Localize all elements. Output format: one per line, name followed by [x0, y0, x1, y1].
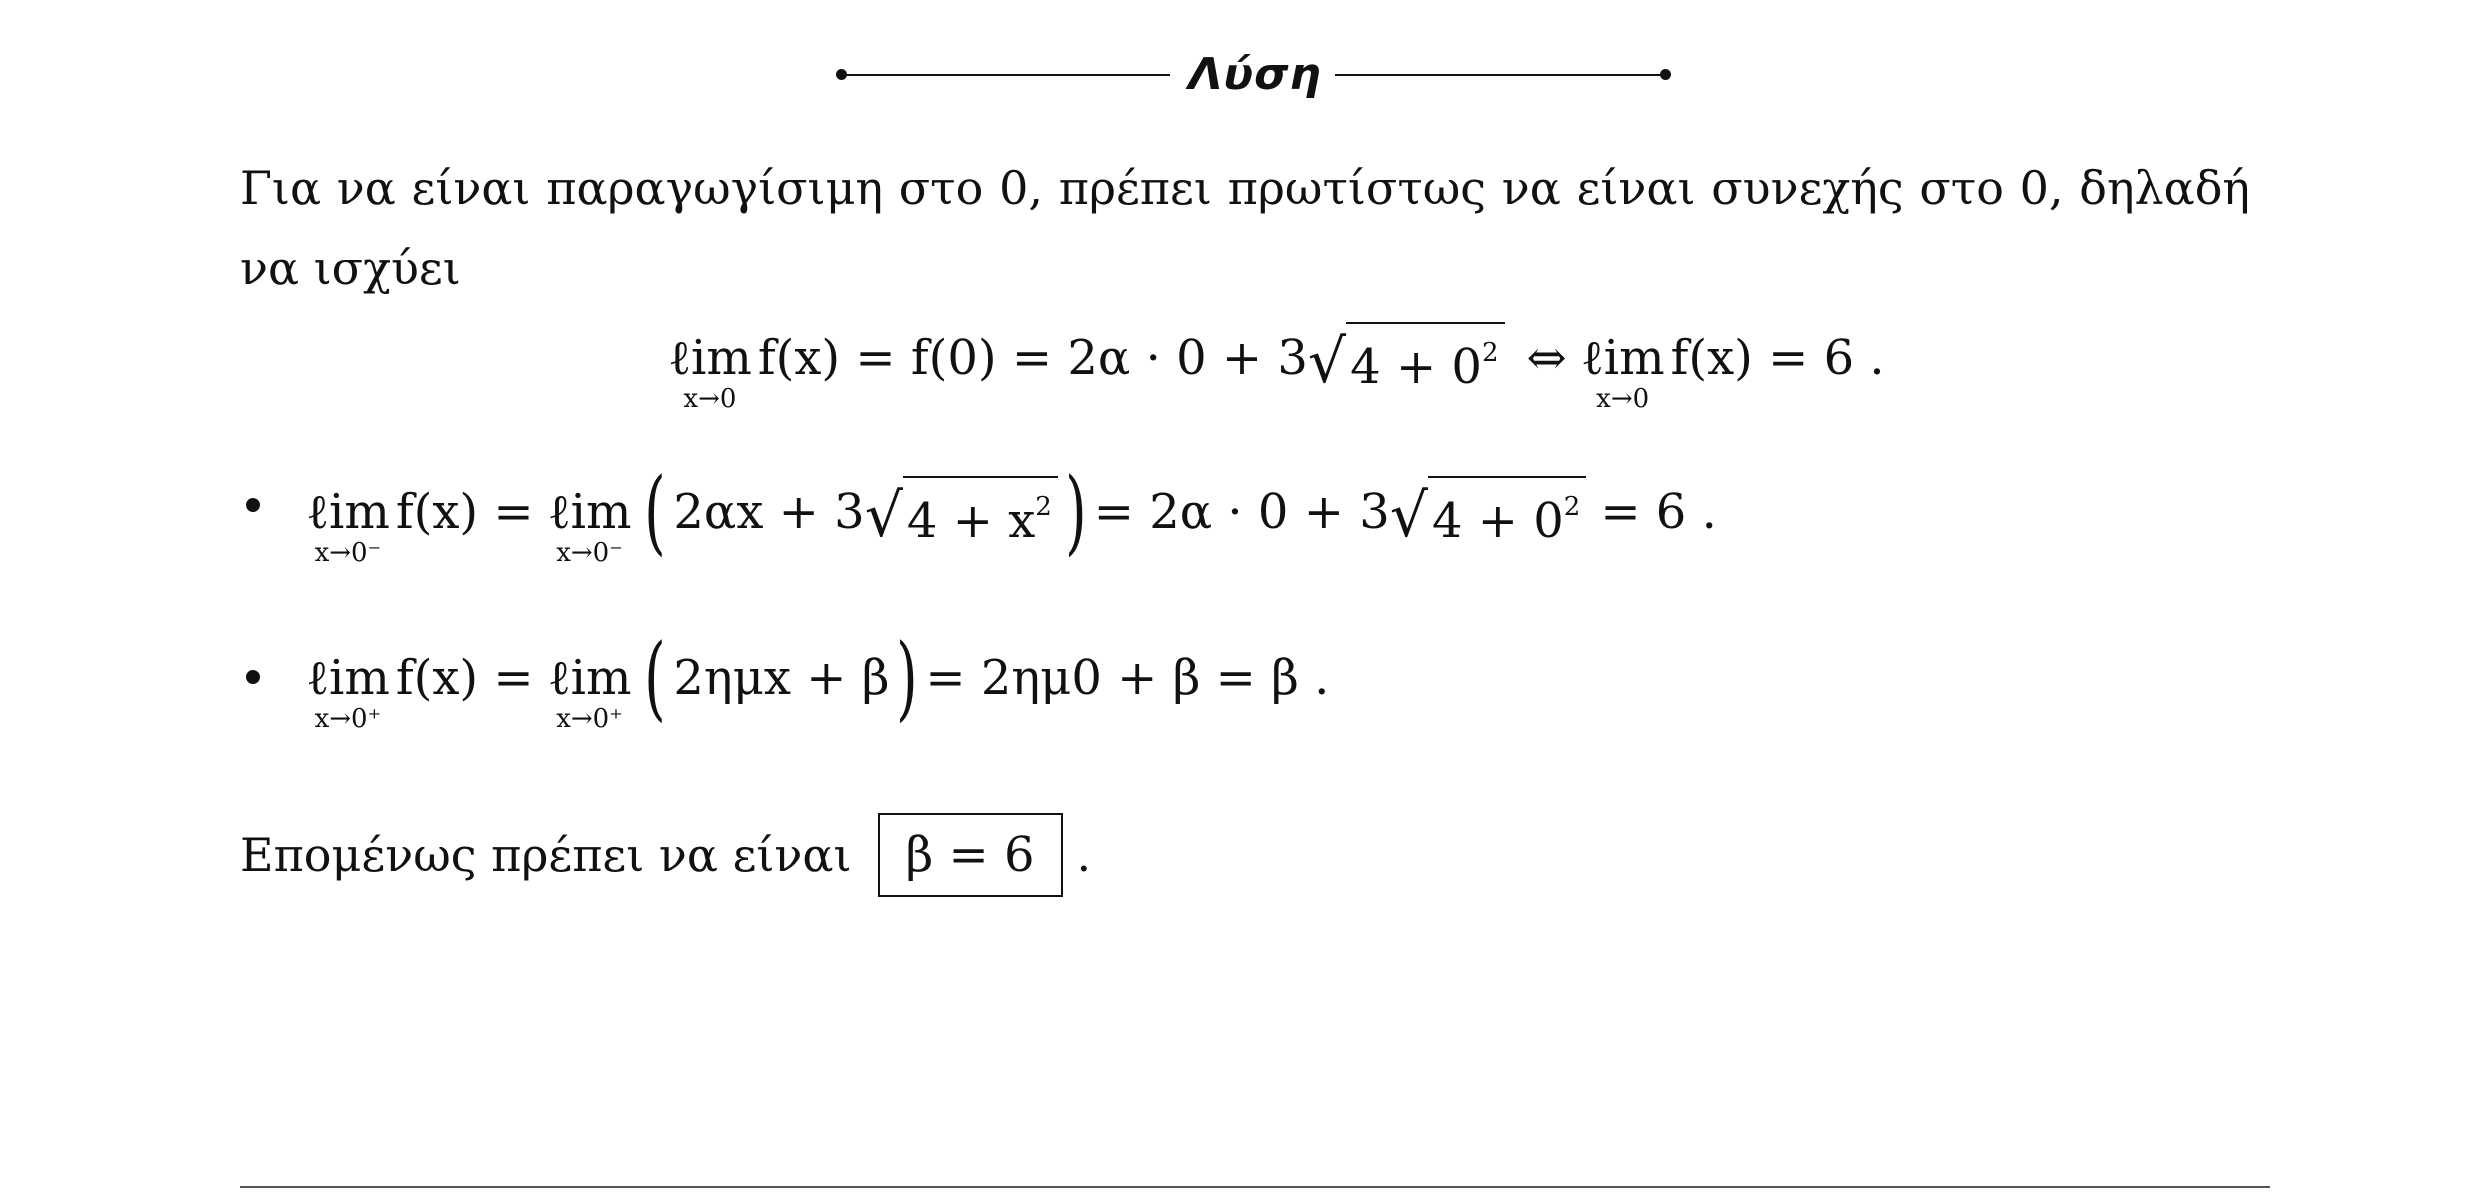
equation-segment: 2αx + 3: [673, 484, 865, 540]
left-paren: (: [644, 624, 667, 731]
lim-word: ℓim: [668, 330, 752, 386]
bullet-point: [246, 670, 260, 684]
conclusion-period: .: [1076, 828, 1092, 882]
equation-segment: f(x) = 6 .: [1670, 330, 1885, 386]
lim-word: ℓim: [306, 650, 390, 706]
lim-subscript: x→0⁻: [314, 538, 382, 568]
title-text: Λύση: [1188, 49, 1322, 100]
sqrt-expression: √ $4 + 0^2$: [1308, 322, 1505, 394]
lim-subscript: x→0⁺: [556, 704, 623, 734]
equivalence-symbol: ⇔: [1526, 330, 1567, 386]
equation-result: = 2ημ0 + β = β .: [925, 650, 1330, 706]
title-rule-left: [840, 74, 1170, 76]
limit-operator: [306, 648, 390, 734]
limit-operator: [306, 482, 390, 568]
lim-subscript: x→0⁺: [314, 704, 382, 734]
limit-operator: [547, 648, 632, 734]
exponent: 2: [1563, 492, 1581, 522]
intro-line-2: να ισχύει: [240, 241, 461, 295]
lim-word: ℓim: [306, 484, 390, 540]
equation-segment: f(x) =: [395, 650, 534, 706]
lim-word: ℓim: [1580, 330, 1665, 386]
main-equation: [668, 322, 1885, 414]
lim-subscript: x→0: [1596, 384, 1650, 414]
footer-rule: [240, 1186, 2270, 1188]
lim-subscript: x→0: [683, 384, 737, 414]
right-paren: ): [896, 624, 919, 731]
boxed-answer: β = 6: [878, 813, 1063, 897]
lim-subscript: x→0⁻: [556, 538, 623, 568]
exponent: 2: [1035, 492, 1052, 522]
title-rule-right: [1335, 74, 1665, 76]
left-paren: (: [644, 458, 667, 565]
right-paren: ): [1064, 458, 1087, 565]
sqrt-expression: √ $4 + 0^2$: [1390, 476, 1587, 548]
exponent: 2: [1481, 338, 1499, 368]
radicand: 4 + 0: [1350, 339, 1482, 395]
equation-segment: 2ημx + β: [673, 650, 890, 706]
limit-operator: [547, 482, 632, 568]
section-title: [840, 40, 1670, 110]
equation-segment: f(x) =: [395, 484, 534, 540]
lim-word: ℓim: [547, 650, 632, 706]
intro-line-1: Για να είναι παραγωγίσιμη στο 0, πρέπει πρωτίστως να είναι συνεχής στο 0, δηλαδή: [240, 161, 2250, 215]
left-limit-equation: [306, 458, 1717, 568]
sqrt-expression: √ $4 + x^2$: [865, 476, 1058, 548]
radicand: 4 + 0: [1431, 493, 1564, 549]
equation-segment: f(x) = f(0) = 2α · 0 + 3: [757, 330, 1308, 386]
conclusion-text: Επομένως πρέπει να είναι: [240, 828, 852, 882]
title-ornament-dot: [1660, 69, 1671, 80]
equation-result: = 6 .: [1600, 484, 1717, 540]
equation-segment: = 2α · 0 + 3: [1093, 484, 1390, 540]
limit-operator: [1580, 328, 1665, 414]
radicand: 4 + x: [906, 493, 1036, 549]
bullet-point: [246, 498, 260, 512]
lim-word: ℓim: [547, 484, 632, 540]
intro-paragraph: [240, 148, 2250, 308]
right-limit-equation: [306, 624, 1330, 734]
conclusion-line: [240, 810, 1091, 900]
limit-operator: [668, 328, 752, 414]
